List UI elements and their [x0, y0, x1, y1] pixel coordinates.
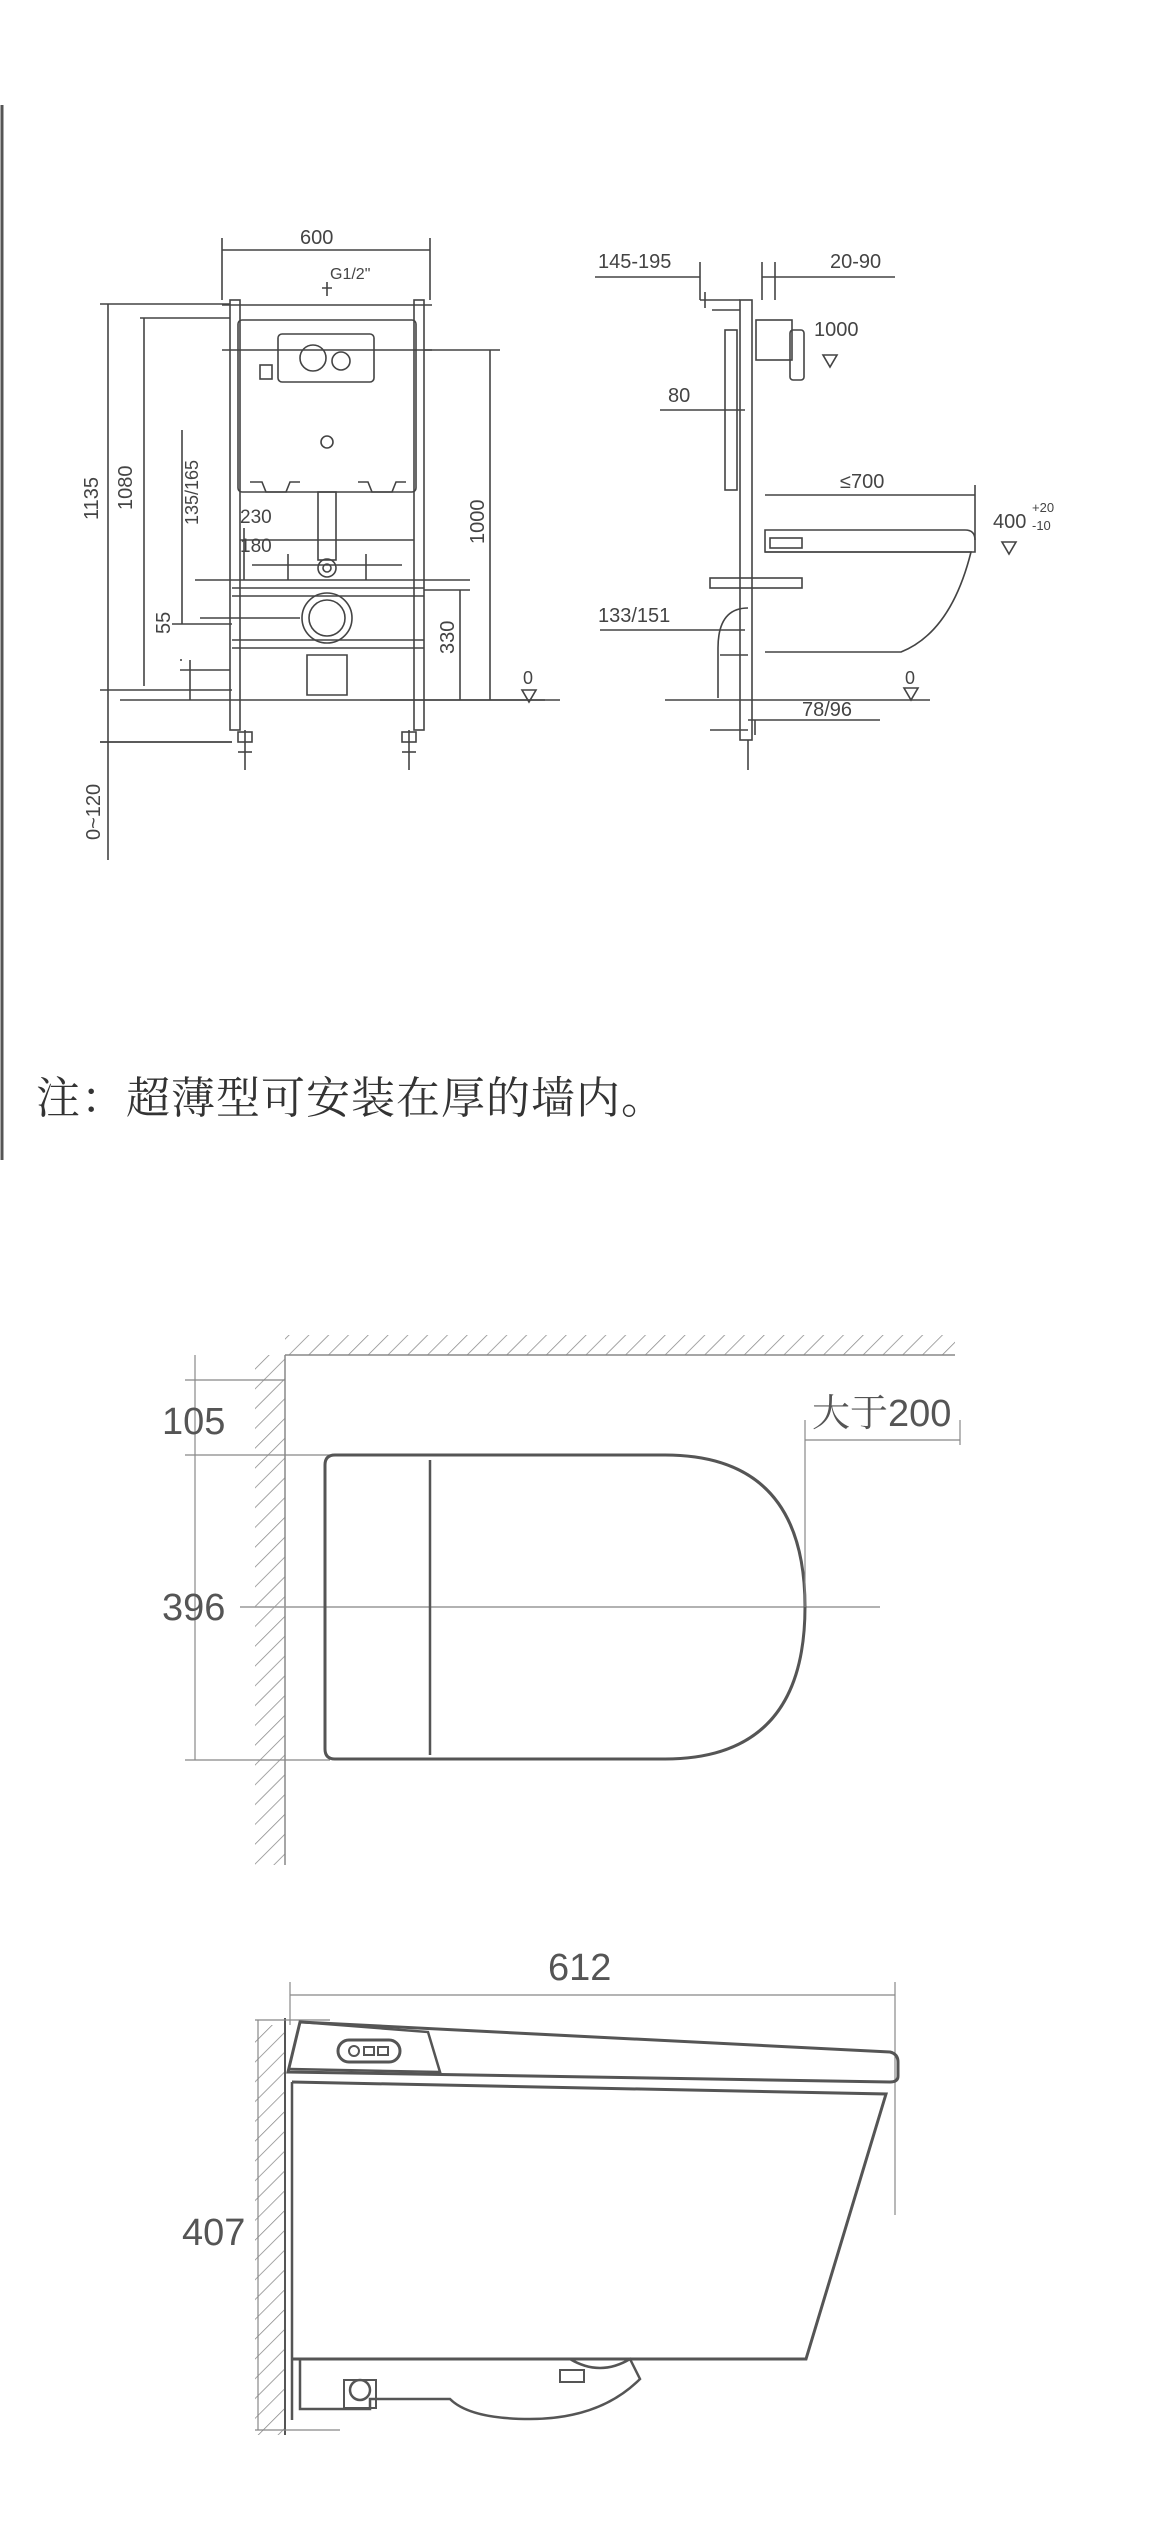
dim-105: 105 — [162, 1401, 226, 1443]
level-0-side-marker-icon — [904, 688, 918, 700]
dim-145-195: 145-195 — [598, 251, 672, 273]
dim-1135: 1135 — [81, 476, 103, 520]
level-1000-marker-icon — [823, 355, 837, 367]
toilet-side-view — [255, 1982, 898, 2435]
dim-133-151: 133/151 — [598, 605, 671, 627]
dim-1000-side: 1000 — [814, 319, 859, 341]
frame-side-view — [595, 262, 975, 770]
dim-407: 407 — [182, 2212, 246, 2254]
dim-600: 600 — [300, 227, 334, 249]
dim-180: 180 — [240, 536, 272, 557]
dim-level-0-side: 0 — [905, 668, 916, 688]
dim-135-165: 135/165 — [182, 459, 202, 525]
dim-1000: 1000 — [467, 499, 489, 544]
dim-612: 612 — [548, 1947, 612, 1989]
dim-400: 400 — [993, 511, 1027, 533]
dim-400-tol-plus: +20 — [1032, 500, 1055, 515]
dim-396: 396 — [162, 1587, 226, 1629]
dim-level-0-front: 0 — [523, 668, 534, 688]
dim-20-90: 20-90 — [830, 251, 882, 273]
dim-80: 80 — [668, 385, 691, 407]
dim-78-96: 78/96 — [802, 699, 853, 721]
dim-clearance: 大于200 — [812, 1393, 952, 1435]
dim-1080: 1080 — [115, 465, 137, 510]
dim-400-tol-minus: -10 — [1032, 518, 1051, 533]
dim-0-120: 0~120 — [83, 783, 105, 840]
installation-note: 注：超薄型可安装在厚的墙内。 — [36, 1073, 666, 1124]
dim-55: 55 — [153, 611, 175, 634]
dim-230: 230 — [240, 507, 272, 528]
dim-thread: G1/2" — [330, 266, 371, 283]
dim-le700: ≤700 — [840, 471, 885, 493]
level-400-marker-icon — [1002, 542, 1016, 554]
frame-front-view — [100, 238, 560, 860]
dim-330: 330 — [437, 620, 459, 654]
